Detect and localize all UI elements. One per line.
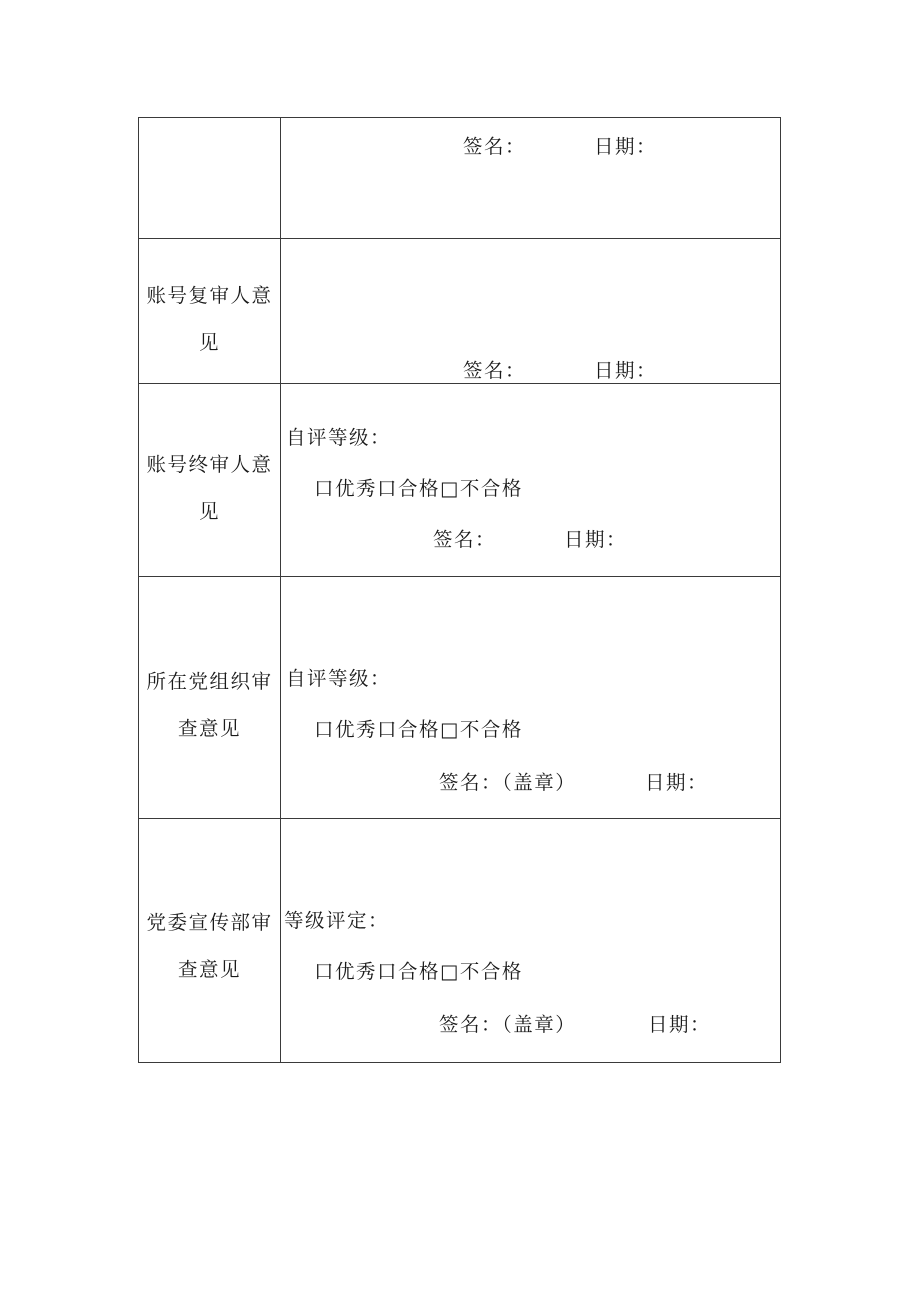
table-row	[139, 384, 781, 577]
table-row	[139, 118, 781, 239]
row-label-line: 账号复审人意	[146, 284, 273, 307]
label-cell	[139, 239, 281, 384]
row-label	[139, 899, 280, 993]
grade-options[interactable]: 口优秀口合格□不合格	[314, 960, 523, 983]
row-label	[139, 441, 280, 535]
table-row	[139, 577, 781, 819]
label-cell	[139, 577, 281, 819]
signature-label: 签名：（盖章）	[439, 771, 577, 794]
row-label-line: 见	[198, 500, 220, 523]
label-cell	[139, 384, 281, 577]
row-label-line: 见	[198, 331, 220, 354]
signature-label: 签名：（盖章）	[439, 1013, 577, 1036]
row-label	[139, 658, 280, 752]
row-label-line: 所在党组织审	[146, 670, 273, 693]
date-label: 日期：	[648, 1013, 712, 1036]
label-cell-empty	[139, 118, 281, 239]
grade-title: 自评等级：	[286, 667, 392, 690]
grade-options[interactable]: 口优秀口合格□不合格	[314, 477, 523, 500]
grade-options[interactable]: 口优秀口合格□不合格	[314, 718, 523, 741]
opinion-cell[interactable]	[281, 819, 781, 1063]
table-row	[139, 819, 781, 1063]
row-label-line: 查意见	[177, 717, 241, 740]
review-form-table	[138, 117, 781, 1063]
date-label: 日期：	[594, 135, 658, 158]
date-label: 日期：	[594, 359, 658, 382]
label-cell	[139, 819, 281, 1063]
row-label-line: 党委宣传部审	[146, 911, 273, 934]
signature-label: 签名：	[433, 528, 497, 551]
table-row	[139, 239, 781, 384]
row-label	[139, 272, 280, 366]
signature-label: 签名：	[463, 135, 527, 158]
opinion-cell[interactable]	[281, 577, 781, 819]
date-label: 日期：	[645, 771, 709, 794]
row-label-line: 账号终审人意	[146, 453, 273, 476]
grade-title: 等级评定：	[284, 909, 390, 932]
signature-label: 签名：	[463, 359, 527, 382]
grade-title: 自评等级：	[286, 426, 392, 449]
date-label: 日期：	[564, 528, 628, 551]
opinion-cell[interactable]	[281, 239, 781, 384]
opinion-cell[interactable]	[281, 118, 781, 239]
row-label-line: 查意见	[177, 958, 241, 981]
opinion-cell[interactable]	[281, 384, 781, 577]
